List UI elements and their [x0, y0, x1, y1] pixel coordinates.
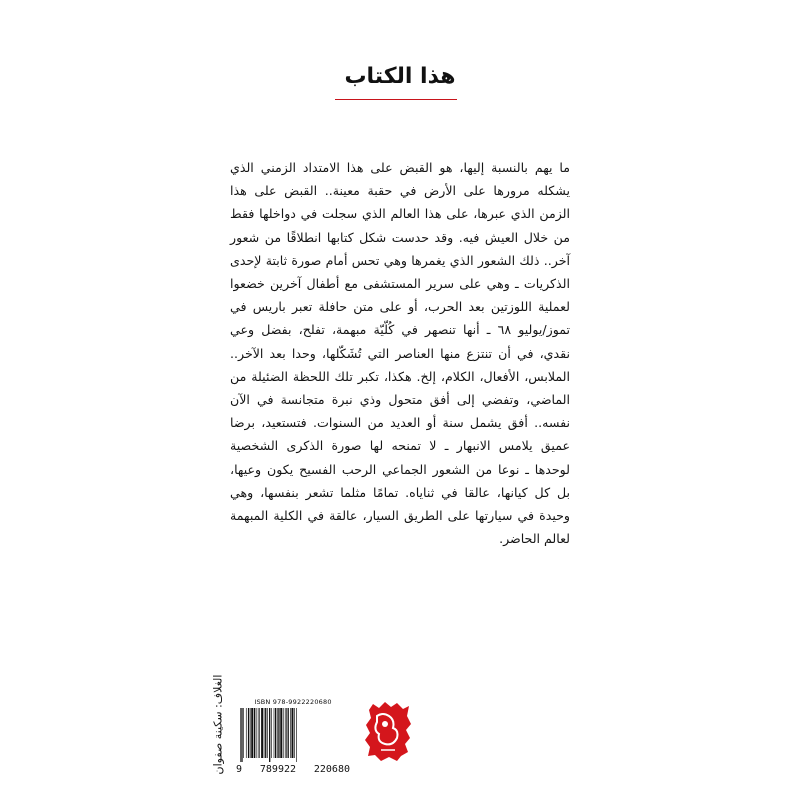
title-underline [335, 99, 457, 100]
publisher-logo-icon [363, 700, 413, 762]
barcode-digit-prefix: 9 [236, 764, 243, 775]
blurb-text [230, 156, 570, 550]
cover-credit [208, 668, 228, 788]
page-title: هذا الكتاب [344, 64, 456, 89]
blurb-paragraph: ما يهم بالنسبة إليها، هو القبض على هذا الامتداد الزمني الذي يشكله مرورها على الأرض في حقبة معينة.. القبض على هذا الزمن الذي عبرها، على هذا العالم الذي سجلت في دواخلها فقط من خلال العيش فيه. وقد حدست شكل كتابها انطلاقًا من شعور آخر.. ذلك الشعور الذي يغمرها وهي تحس أمام صورة ثابتة لإحدى الذكريات ـ وهي على سرير المستشفى مع أطفال آخرين خضعوا لعملية اللوزتين بعد الحرب، أو على متن حافلة تعبر باريس في تموز/يوليو ٦٨ ـ أنها تنصهر في كُلّيّة مبهمة، تفلح، بفضل وعي نقدي، في أن تنتزع منها العناصر التي تُشَكّلها، وحدا بعد الآخر.. الملابس، الأفعال، الكلام، إلخ. هكذا، تكبر تلك اللحظة الضئيلة من الماضي، وتفضي إلى أفق متحول وذي نبرة متجانسة في الآن نفسه.. أفق يشمل سنة أو العديد من السنوات. فتستعيد، برضا عميق يلامس الانبهار ـ لا تمنحه لها صورة الذكرى الشخصية لوحدها ـ نوعا من الشعور الجماعي الرحب الفسيح يكون وعيها، بل كل كيانها، عالقا في ثناياه. تمامًا مثلما تشعر بنفسها، وهي وحيدة في سيارتها على الطريق السيار، عالقة في الكلية المبهمة لعالم الحاضر. [230, 160, 570, 547]
isbn-barcode-block [236, 698, 350, 780]
cover-credit-text: الغلاف: سكينة صفوان [211, 674, 225, 775]
barcode-digit-group-left: 789922 [259, 764, 297, 775]
barcode-digits [236, 764, 350, 775]
barcode-icon [240, 708, 346, 762]
isbn-label: ISBN 978-9922220680 [254, 698, 332, 706]
barcode-digit-group-right: 220680 [313, 764, 350, 775]
